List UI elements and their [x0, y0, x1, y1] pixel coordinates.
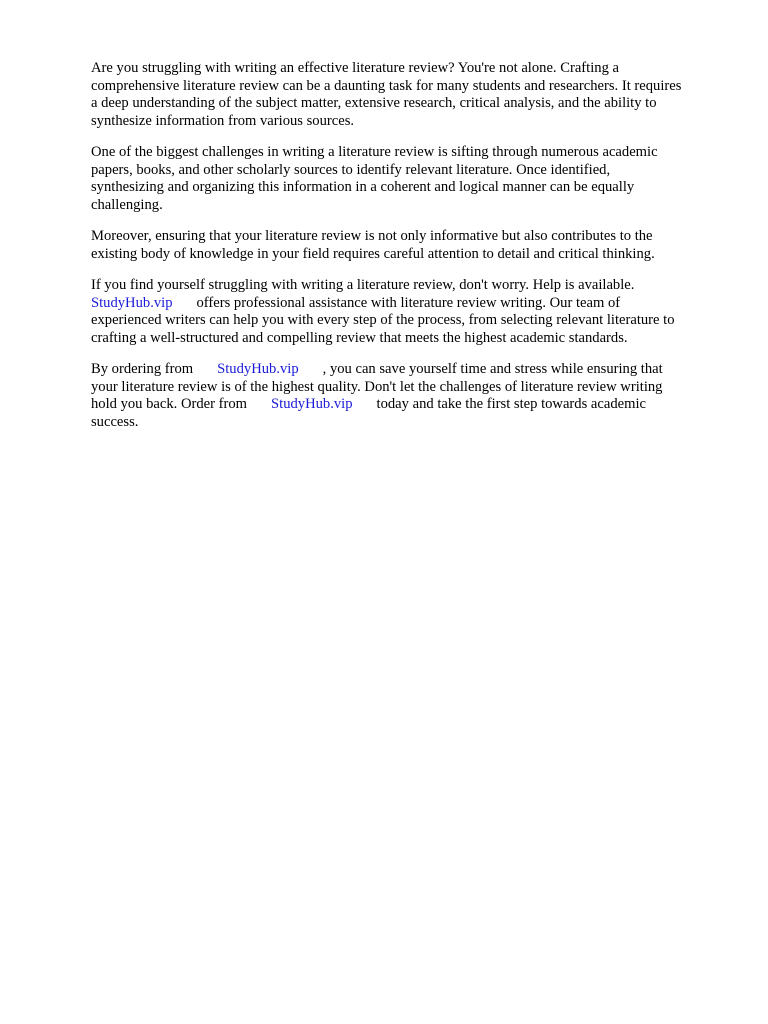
text-fragment: today and take the first step towards academic: [376, 396, 647, 412]
text-line: existing body of knowledge in your field requires careful attention to detail and critical thinking.: [91, 245, 655, 262]
text-line: success.: [91, 413, 139, 430]
document-page: [91, 60, 731, 445]
text-line: your literature review is of the highest quality. Don't let the challenges of literature review writing: [91, 378, 663, 395]
text-line: papers, books, and other scholarly sources to identify relevant literature. Once identified,: [91, 161, 611, 178]
text-line: [91, 361, 731, 379]
studyhub-link[interactable]: StudyHub.vip: [91, 294, 173, 311]
text-line: Are you struggling with writing an effective literature review? You're not alone. Crafting a: [91, 60, 619, 76]
text-fragment: offers professional assistance with literature review writing. Our team of: [196, 294, 621, 311]
text-line: a deep understanding of the subject matter, extensive research, critical analysis, and the ability to: [91, 95, 657, 111]
text-line: Moreover, ensuring that your literature review is not only informative but also contributes to the: [91, 228, 653, 244]
text-line: comprehensive literature review can be a daunting task for many students and researchers. It requires: [91, 77, 682, 94]
text-line: [91, 295, 731, 313]
text-line: experienced writers can help you with every step of the process, from selecting relevant literature to: [91, 312, 675, 328]
text-line: crafting a well-structured and compelling review that meets the highest academic standards.: [91, 329, 628, 346]
text-line: If you find yourself struggling with writing a literature review, don't worry. Help is available.: [91, 277, 635, 293]
text-fragment: By ordering from: [91, 361, 194, 377]
paragraph-intro: [91, 60, 731, 130]
text-line: synthesizing and organizing this information in a coherent and logical manner can be equally: [91, 179, 635, 195]
text-line: [91, 396, 731, 414]
paragraph-challenges: [91, 144, 731, 214]
text-line: synthesize information from various sources.: [91, 112, 355, 129]
text-line: challenging.: [91, 196, 163, 213]
paragraph-moreover: [91, 228, 731, 263]
paragraph-help: [91, 277, 731, 347]
studyhub-link[interactable]: StudyHub.vip: [217, 361, 299, 377]
text-fragment: hold you back. Order from: [91, 396, 248, 412]
paragraph-ordering: [91, 361, 731, 431]
text-fragment: , you can save yourself time and stress while ensuring that: [322, 361, 663, 377]
text-line: One of the biggest challenges in writing a literature review is sifting through numerous academic: [91, 144, 658, 160]
studyhub-link[interactable]: StudyHub.vip: [271, 396, 353, 412]
